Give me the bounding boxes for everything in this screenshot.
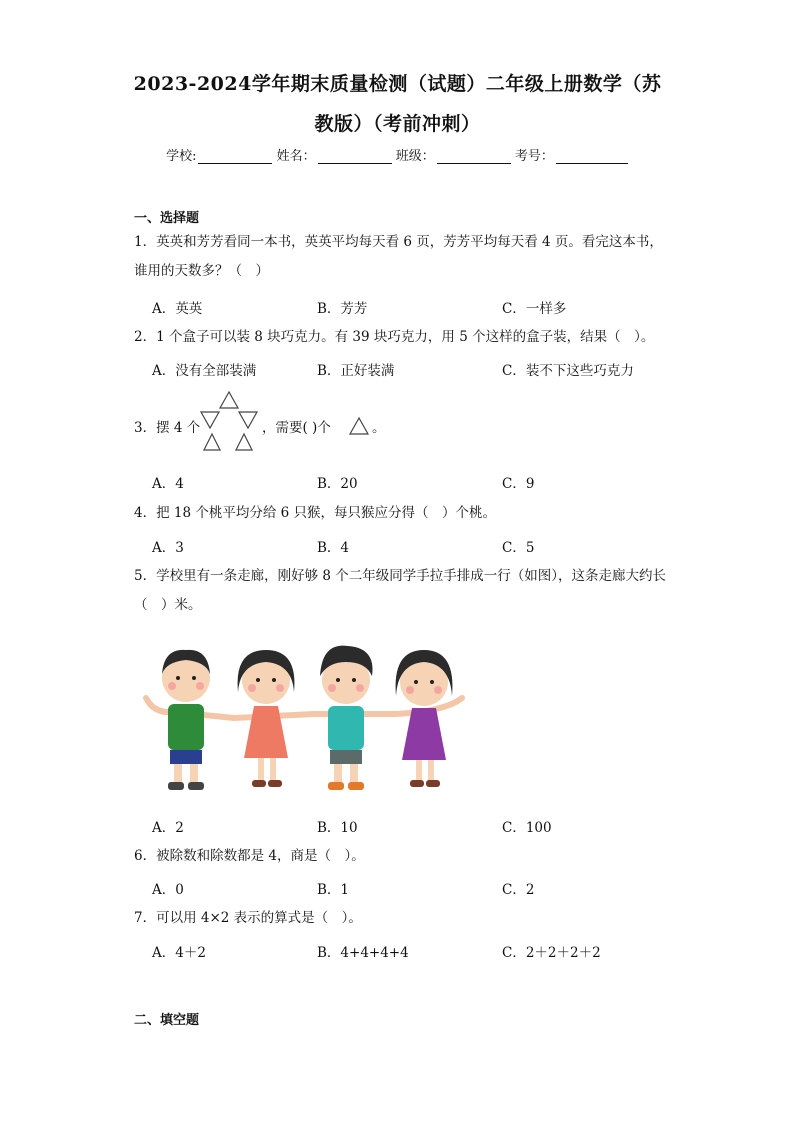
exam-title <box>120 64 675 144</box>
option-c[interactable]: C．装不下这些巧克力 <box>502 363 634 379</box>
boy-1 <box>162 650 210 790</box>
name-label: 姓名： <box>276 149 316 164</box>
class-blank[interactable] <box>437 149 511 164</box>
question-3-text-a: 3．摆 4 个 <box>134 420 201 436</box>
option-b[interactable]: B．正好装满 <box>317 363 395 379</box>
section-heading-fill-in: 二、填空题 <box>134 1013 200 1028</box>
option-c[interactable]: C．100 <box>502 820 552 836</box>
option-c[interactable]: C．2 <box>502 882 535 898</box>
pentagon-triangles-icon <box>198 390 260 454</box>
option-b[interactable]: B．4 <box>317 540 350 556</box>
question-1: 1．英英和芳芳看同一本书，英英平均每天看 6 页，芳芳平均每天看 4 页。看完这本书，谁用的天数多？（ ） <box>134 234 663 279</box>
option-a[interactable]: A．2 <box>152 820 184 836</box>
name-blank[interactable] <box>318 149 392 164</box>
triangle-icon <box>348 416 370 436</box>
question-5: 5．学校里有一条走廊，刚好够 8 个二年级同学手拉手排成一行（如图），这条走廊大约长（ ）米。 <box>134 568 667 613</box>
children-holding-hands-illustration <box>134 640 474 800</box>
question-6: 6．被除数和除数都是 4，商是（ ）。 <box>134 848 365 864</box>
question-4: 4．把 18 个桃平均分给 6 只猴，每只猴应分得（ ）个桃。 <box>134 505 497 521</box>
option-a[interactable]: A．没有全部装满 <box>152 363 257 379</box>
boy-2 <box>320 646 373 790</box>
school-label: 学校: <box>166 149 197 164</box>
question-3-text-c: 。 <box>372 420 386 436</box>
option-b[interactable]: B．20 <box>317 476 358 492</box>
option-c[interactable]: C．5 <box>502 540 535 556</box>
option-c[interactable]: C．9 <box>502 476 535 492</box>
option-b[interactable]: B．10 <box>317 820 358 836</box>
class-label: 班级： <box>395 149 435 164</box>
question-3-text-b: ，需要( )个 <box>262 420 331 436</box>
section-heading-choice: 一、选择题 <box>134 211 200 226</box>
option-b[interactable]: B．4+4+4+4 <box>317 945 409 961</box>
option-a[interactable]: A．英英 <box>152 301 203 317</box>
option-c[interactable]: C．2＋2＋2＋2 <box>502 945 601 961</box>
option-c[interactable]: C．一样多 <box>502 301 567 317</box>
option-a[interactable]: A．4 <box>152 476 184 492</box>
option-b[interactable]: B．芳芳 <box>317 301 368 317</box>
option-b[interactable]: B．1 <box>317 882 350 898</box>
option-a[interactable]: A．4＋2 <box>152 945 206 961</box>
exam-title-line2: 教版）（考前冲刺） <box>314 113 481 135</box>
exam-number-label: 考号： <box>514 149 554 164</box>
question-2: 2．1 个盒子可以装 8 块巧克力。有 39 块巧克力，用 5 个这样的盒子装，结果（ ）。 <box>134 329 655 345</box>
exam-title-line1: 2023-2024学年期末质量检测（试题）二年级上册数学（苏 <box>133 73 662 95</box>
girl-2 <box>396 650 453 787</box>
option-a[interactable]: A．3 <box>152 540 184 556</box>
school-blank[interactable] <box>198 149 272 164</box>
question-3 <box>134 388 674 458</box>
student-info-row <box>0 145 794 164</box>
question-7: 7．可以用 4×2 表示的算式是（ ）。 <box>134 910 362 926</box>
option-a[interactable]: A．0 <box>152 882 184 898</box>
exam-number-blank[interactable] <box>556 149 628 164</box>
